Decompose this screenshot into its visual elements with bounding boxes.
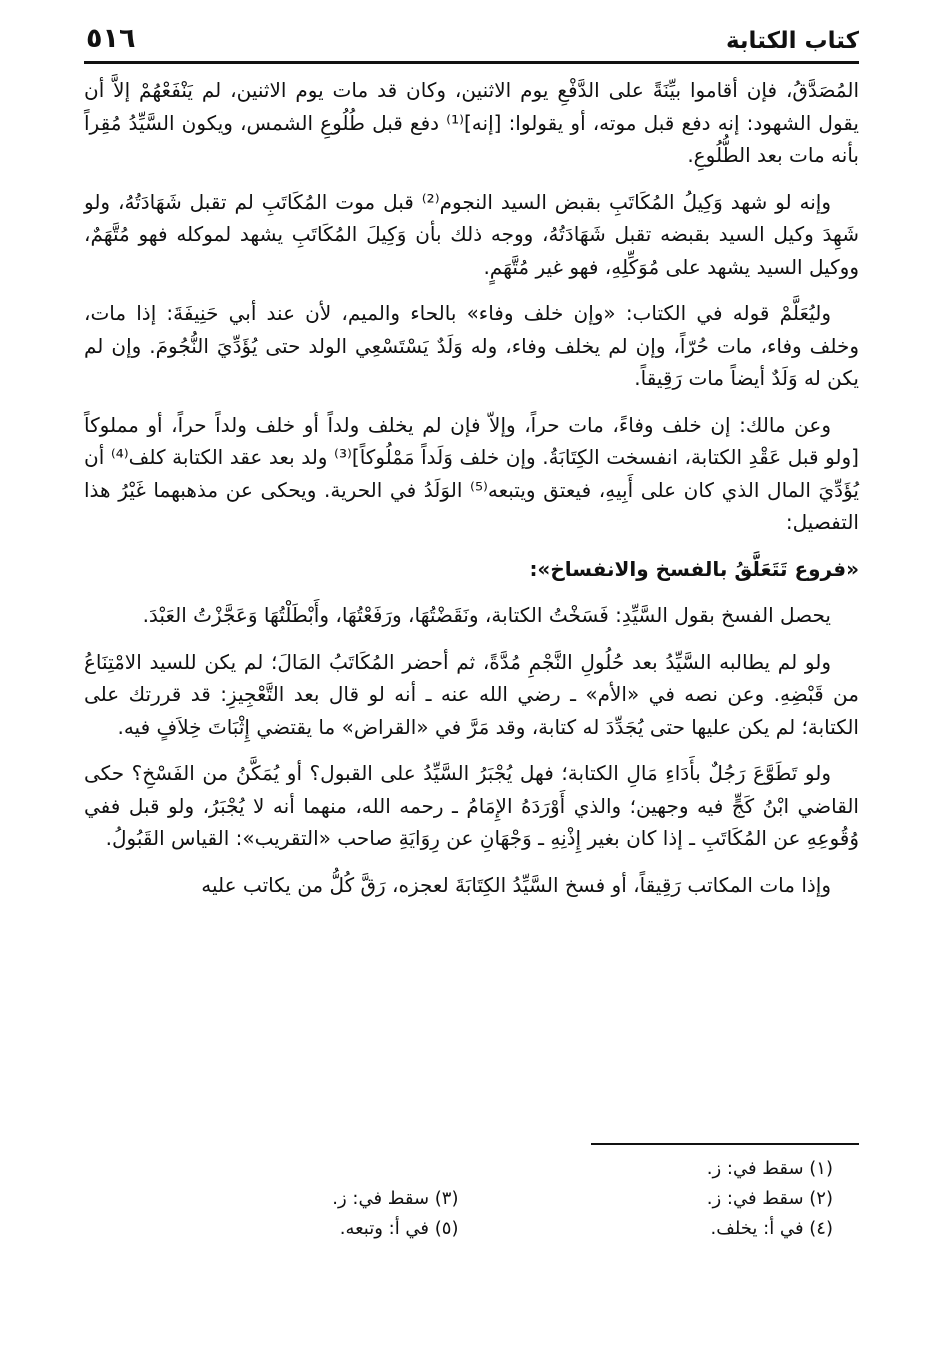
header-rule [84,61,859,64]
footnote-2: (٢) سقط في: ز. [706,1188,833,1209]
page-header [86,14,859,54]
footnote-4: (٤) في أ: يخلف. [710,1218,833,1239]
paragraph-7: ولو تَطَوَّعَ رَجُلٌ بأَدَاءِ مَالِ الكتابة؛ فهل يُجْبَرُ السَّيِّدُ على القبول؟ أو يُمَكَّنُ من الفَسْخِ؟ حكى القاضي ابْنُ كَجٍّ فيه وجهين؛ والذي أَوْرَدَهُ الإِمَامُ ـ رحمه الله، منهما أنه لا يُجْبَرُ، ولو قبل ففي وُقُوعِهِ عن المُكَاتَبِ ـ إذا كان بغير إِذْنِهِ ـ وَجْهَانِ عن رِوَايَةِ صاحب «التقريب»: القياس القَبُولُ. [84,761,859,850]
body-text [84,74,859,915]
paragraph-2: وإنه لو شهد وَكِيلُ المُكَاتَبِ بقبض السيد النجوم⁽²⁾ قبل موت المُكَاتَبِ لم تقبل شَهَادَتُهُ، ولو شَهِدَ وكيل السيد بقبضه تقبل شَهَادَتُهُ، ووجه ذلك بأن وَكِيلَ المُكَاتَبِ يشهد لموكله فهو مُتَّهَمٌ، ووكيل السيد يشهد على مُوَكِّلِهِ، فهو غير مُتَّهَمٍ. [84,189,859,279]
footnote-1: (١) سقط في: ز. [706,1158,833,1179]
footnotes [84,1154,833,1244]
paragraph-5: يحصل الفسخ بقول السَّيِّدِ: فَسَخْتُ الكتابة، ونَقَضْتُهَا، ورَفَعْتُهَا، وأَبْطَلْتُهَا وَعَجَّزْتُ العَبْدَ. [142,603,831,627]
paragraph-1: المُصَدَّقُ، فإن أقاموا بيِّنَةً على الدَّفْعِ يوم الاثنين، وكان قد مات يوم الاثنين، لم يَنْفَعْهُمْ إلاَّ أن يقول الشهود: إنه دفع قبل موته، أو يقولوا: [إنه]⁽¹⁾ دفع قبل طُلُوعِ الشمس، ويكون السَّيِّدُ مُقِراً بأنه مات بعد الطُّلُوعِ. [84,78,859,167]
paragraph-3: وليُعَلَّمْ قوله في الكتاب: «وإن خلف وفاء» بالحاء والميم، لأن عند أبي حَنِيفَةَ: إذا مات، وخلف وفاء، مات حُرّاً، وإن لم يخلف وفاء، وله وَلَدٌ يَسْتَسْعِي الولد حتى يُؤَدِّيَ النُّجُومَ. وإن لم يكن له وَلَدٌ أيضاً مات رَقِيقاً. [84,301,859,390]
footnote-rule [591,1143,859,1145]
footnote-5: (٥) في أ: وتبعه. [339,1218,459,1239]
paragraph-6: ولو لم يطالبه السَّيِّدُ بعد حُلُولِ النَّجْمِ مُدَّةً، ثم أحضر المُكَاتَبُ المَالَ؛ لم يكن للسيد الامْتِنَاعُ من قَبْضِهِ. وعن نصه في «الأم» ـ رضي الله عنه ـ أنه لو قال بعد التَّعْجِيزِ: قد قررتك على الكتابة؛ لم يكن عليها حتى يُجَدِّدَ له كتابة، وقد مَرَّ في «القراض» ما يقتضي إِثْبَاتَ خِلاَفٍ فيه. [84,649,859,739]
paragraph-4: وعن مالك: إن خلف وفاءً، مات حراً، وإلاّ فإن لم يخلف ولداً أو خلف ولداً حراً، أو مملوكاً [ولو قبل عَقْدِ الكتابة، انفسخت الكِتَابَةُ. وإن خلف وَلَداً مَمْلُوكاً]⁽³⁾ ولد بعد عقد الكتابة كلف⁽⁴⁾ أن يُؤَدِّيَ المال الذي كان على أَبِيهِ، فيعتق ويتبعه⁽⁵⁾ الوَلَدُ في الحرية. ويحكى عن مذهبهما غَيْرُ هذا التفصيل: [84,412,859,534]
section-heading: «فروع تَتَعَلَّقُ بالفسخ والانفساخ»: [529,556,859,581]
page-number: ٥١٦ [86,23,136,54]
paragraph-8: وإذا مات المكاتب رَقِيقاً، أو فسخ السَّيِّدُ الكِتَابَةَ لعجزه، رَقَّ كُلُّ من يكاتب عليه [201,872,831,897]
running-head: كتاب الكتابة [725,28,859,54]
footnote-3: (٣) سقط في: ز. [332,1188,459,1209]
